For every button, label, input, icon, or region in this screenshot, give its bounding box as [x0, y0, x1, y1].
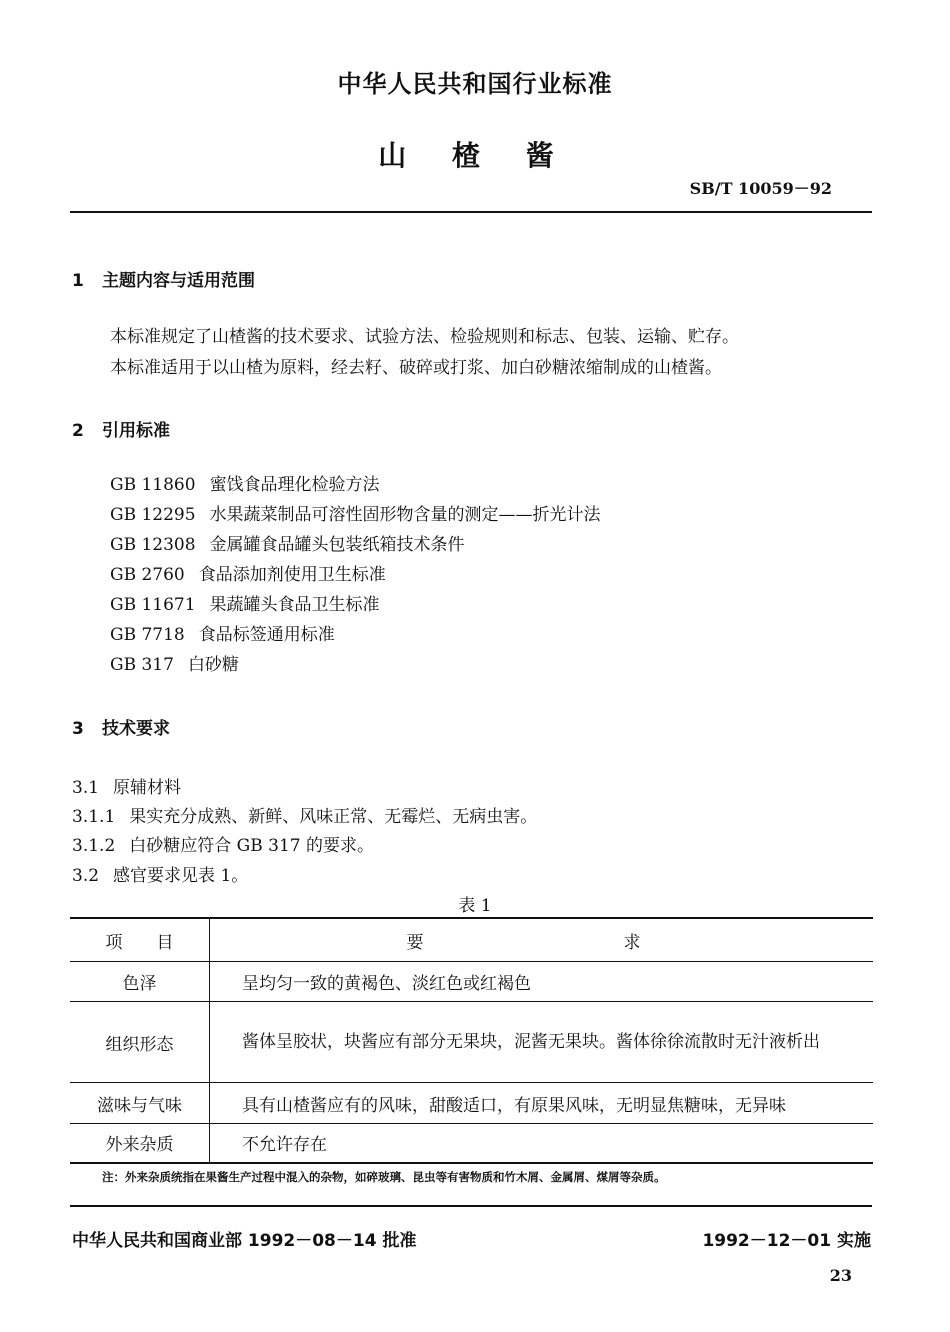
- reference-item: [110, 500, 601, 530]
- effective-date: 1992－12－01 实施: [702, 1231, 871, 1251]
- section-title: 引用标准: [102, 421, 170, 441]
- section-title: 主题内容与适用范围: [102, 271, 255, 291]
- row-requirement: 呈均匀一致的黄褐色、淡红色或红褐色: [210, 962, 874, 1002]
- clause-text: 果实充分成熟、新鲜、风味正常、无霉烂、无病虫害。: [129, 807, 538, 827]
- standard-category-title: 中华人民共和国行业标准: [337, 70, 613, 98]
- clause: [72, 773, 181, 798]
- row-item: 滋味与气味: [70, 1083, 210, 1124]
- reference-title: 蜜饯食品理化检验方法: [209, 475, 380, 495]
- clause-text: 白砂糖应符合 GB 317 的要求。: [129, 836, 374, 856]
- reference-item: [110, 470, 380, 500]
- section-number: 2: [72, 421, 84, 441]
- clause: [72, 831, 374, 856]
- header-divider: [70, 211, 872, 213]
- approval-statement: 中华人民共和国商业部 1992－08－14 批准: [72, 1231, 417, 1251]
- table-row: [70, 962, 873, 1002]
- clause: [72, 802, 537, 827]
- reference-code: GB 317: [110, 655, 174, 675]
- row-requirement: 不允许存在: [210, 1124, 874, 1163]
- clause-number: 3.1.1: [72, 807, 116, 827]
- reference-title: 水果蔬菜制品可溶性固形物含量的测定——折光计法: [209, 505, 601, 525]
- scope-paragraph-2: 本标准适用于以山楂为原料，经去籽、破碎或打浆、加白砂糖浓缩制成的山楂酱。: [110, 358, 722, 378]
- table-row: [70, 1124, 873, 1163]
- document-title: 山 楂 酱: [378, 139, 572, 172]
- table-header-row: [70, 918, 873, 962]
- clause-text: 感官要求见表 1。: [113, 866, 249, 886]
- row-item: 组织形态: [70, 1002, 210, 1083]
- row-item: 色泽: [70, 962, 210, 1002]
- reference-code: GB 7718: [110, 625, 185, 645]
- header-requirement-a: 要: [406, 932, 424, 953]
- reference-code: GB 2760: [110, 565, 185, 585]
- section-number: 3: [72, 719, 84, 739]
- section-title: 技术要求: [102, 719, 170, 739]
- row-requirement: 具有山楂酱应有的风味，甜酸适口，有原果风味，无明显焦糖味，无异味: [210, 1083, 874, 1124]
- reference-item: [110, 620, 335, 650]
- table-row: [70, 1083, 873, 1124]
- scope-paragraph-1: 本标准规定了山楂酱的技术要求、试验方法、检验规则和标志、包装、运输、贮存。: [110, 327, 739, 347]
- clause-number: 3.1: [72, 778, 100, 798]
- reference-code: GB 12295: [110, 505, 196, 525]
- section-number: 1: [72, 271, 84, 291]
- reference-title: 食品添加剂使用卫生标准: [198, 565, 386, 585]
- table-note: 注：外来杂质统指在果酱生产过程中混入的杂物，如碎玻璃、昆虫等有害物质和竹木屑、金属屑、煤屑等杂质。: [102, 1170, 666, 1184]
- clause-text: 原辅材料: [113, 778, 182, 798]
- standard-code: SB/T 10059－92: [689, 179, 832, 198]
- header-item: 项 目: [70, 918, 210, 962]
- clause-number: 3.1.2: [72, 836, 116, 856]
- page-number: 23: [829, 1266, 852, 1285]
- reference-code: GB 11860: [110, 475, 196, 495]
- section-3-heading: [72, 714, 170, 739]
- row-requirement: 酱体呈胶状，块酱应有部分无果块，泥酱无果块。酱体徐徐流散时无汁液析出: [210, 1002, 874, 1083]
- row-item: 外来杂质: [70, 1124, 210, 1163]
- table-caption: 表 1: [458, 896, 492, 916]
- clause-number: 3.2: [72, 866, 100, 886]
- reference-item: [110, 590, 380, 620]
- reference-code: GB 12308: [110, 535, 196, 555]
- reference-title: 金属罐食品罐头包装纸箱技术条件: [209, 535, 465, 555]
- section-2-heading: [72, 416, 170, 441]
- reference-title: 食品标签通用标准: [198, 625, 335, 645]
- header-requirement-b: 求: [623, 932, 641, 953]
- reference-item: [110, 530, 465, 560]
- reference-item: [110, 560, 386, 590]
- footer-divider: [70, 1205, 872, 1207]
- reference-title: 白砂糖: [187, 655, 239, 675]
- reference-title: 果蔬罐头食品卫生标准: [209, 595, 380, 615]
- reference-item: [110, 650, 239, 680]
- sensory-requirements-table: [70, 917, 873, 1164]
- clause: [72, 861, 248, 886]
- table-row: [70, 1002, 873, 1083]
- header-requirement: [210, 918, 874, 962]
- section-1-heading: [72, 266, 255, 291]
- reference-code: GB 11671: [110, 595, 196, 615]
